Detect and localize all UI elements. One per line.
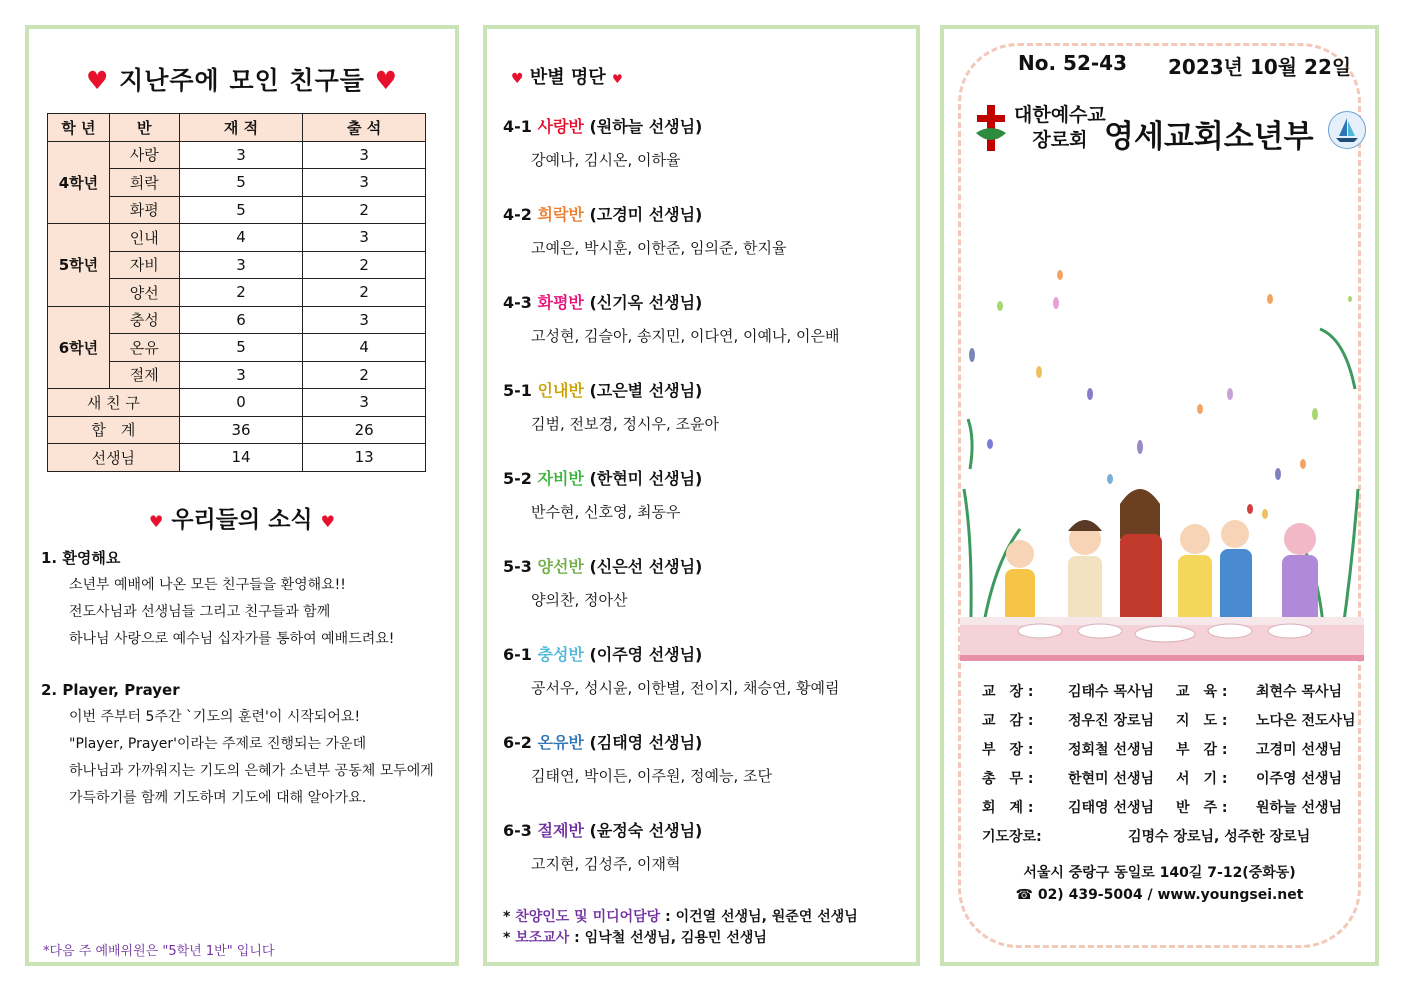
list-item <box>503 378 719 434</box>
phone-website: ☎ 02) 439-5004 / www.youngsei.net <box>1015 887 1304 903</box>
cross-icon <box>974 103 1008 153</box>
enrolled-cell: 6 <box>179 306 303 334</box>
class-heading <box>503 202 787 225</box>
list-item <box>503 202 787 258</box>
attended-cell: 3 <box>303 224 426 252</box>
class-teacher: (이주영 선생님) <box>589 645 703 664</box>
list-item <box>503 818 702 874</box>
class-heading <box>503 378 719 401</box>
new-friends-row <box>48 389 426 417</box>
list-item <box>503 466 702 522</box>
table-row <box>48 141 426 169</box>
list-item: * 찬양인도 및 미디어담당 : 이건열 선생님, 원준연 선생님 <box>503 909 858 925</box>
attended-cell: 3 <box>303 169 426 197</box>
enrolled-cell: 14 <box>179 444 303 472</box>
heart-icon: ♥ <box>511 71 524 87</box>
role-value: 이주영 선생님 <box>1256 771 1343 787</box>
address: 서울시 중랑구 동일로 140길 7-12(중화동) <box>1023 865 1296 881</box>
role-value: 김태영 선생님 <box>1068 800 1155 816</box>
grade-cell: 4학년 <box>48 141 110 224</box>
teachers-label: 선생님 <box>48 444 180 472</box>
news-line: 소년부 예배에 나온 모든 친구들을 환영해요!! <box>69 577 346 593</box>
news-line: 이번 주부터 5주간 `기도의 훈련'이 시작되어요! <box>69 709 361 725</box>
class-cell: 양선 <box>109 279 179 307</box>
total-label: 합 계 <box>48 416 180 444</box>
news-line: 가득하기를 함께 기도하며 기도에 대해 알아가요. <box>69 790 367 806</box>
news-line: 하나님과 가까워지는 기도의 은혜가 소년부 공동체 모두에게 <box>69 763 434 779</box>
heart-icon: ♥ <box>85 66 110 95</box>
church-name: 영세교회소년부 <box>1104 119 1314 155</box>
class-students: 반수현, 신호영, 최동우 <box>531 503 681 521</box>
news-line: "Player, Prayer'이라는 주제로 진행되는 가운데 <box>69 736 367 752</box>
class-students: 김태연, 박이든, 이주원, 정예능, 조단 <box>531 767 773 785</box>
attended-cell: 2 <box>303 251 426 279</box>
class-teacher: (신은선 선생님) <box>589 557 703 576</box>
grade-cell: 5학년 <box>48 224 110 307</box>
role-value: 정회철 선생님 <box>1068 742 1155 758</box>
class-code: 6-3 <box>503 821 532 840</box>
list-item <box>503 730 772 786</box>
class-teacher: (고경미 선생님) <box>589 205 703 224</box>
staff-label: 찬양인도 및 미디어담당 <box>515 909 661 925</box>
class-cell: 인내 <box>109 224 179 252</box>
class-list-title: 반별 명단 <box>529 67 606 88</box>
enrolled-cell: 2 <box>179 279 303 307</box>
list-item <box>503 114 702 170</box>
issue-date: 2023년 10월 22일 <box>1168 55 1352 79</box>
enrolled-cell: 36 <box>179 416 303 444</box>
cover-panel <box>940 25 1379 966</box>
class-name: 양선반 <box>537 557 584 576</box>
role-label: 교 장 : <box>982 684 1034 700</box>
class-students: 공서우, 성시윤, 이한별, 전이지, 채승연, 황예림 <box>531 679 840 697</box>
news-heading: 2. Player, Prayer <box>41 681 180 699</box>
class-teacher: (김태영 선생님) <box>589 733 703 752</box>
class-name: 희락반 <box>537 205 584 224</box>
denomination-line: 장로회 <box>1032 129 1088 151</box>
issue-number: No. 52-43 <box>1018 51 1128 75</box>
role-value: 정우진 장로님 <box>1068 713 1155 729</box>
class-code: 4-3 <box>503 293 532 312</box>
heart-icon: ♥ <box>611 72 623 86</box>
denomination-line: 대한예수교 <box>1014 104 1106 126</box>
class-cell: 충성 <box>109 306 179 334</box>
class-heading <box>503 114 702 137</box>
role-label: 지 도 : <box>1176 713 1228 729</box>
denomination <box>1014 103 1106 153</box>
class-heading <box>503 730 772 753</box>
header-attended: 출 석 <box>303 114 426 142</box>
heart-icon: ♥ <box>374 66 399 95</box>
staff-value: 이건열 선생님, 원준연 선생님 <box>675 909 858 925</box>
class-name: 충성반 <box>537 645 584 664</box>
attended-cell: 13 <box>303 444 426 472</box>
total-row <box>48 416 426 444</box>
attended-cell: 3 <box>303 141 426 169</box>
class-code: 4-2 <box>503 205 532 224</box>
class-code: 6-2 <box>503 733 532 752</box>
class-teacher: (원하늘 선생님) <box>589 117 703 136</box>
class-cell: 사랑 <box>109 141 179 169</box>
news-title: 우리들의 소식 <box>171 507 313 533</box>
enrolled-cell: 5 <box>179 169 303 197</box>
enrolled-cell: 5 <box>179 334 303 362</box>
class-cell: 온유 <box>109 334 179 362</box>
role-label: 반 주 : <box>1176 800 1228 816</box>
header-enrolled: 재 적 <box>179 114 303 142</box>
header-grade: 학 년 <box>48 114 110 142</box>
news-title-block <box>29 501 455 534</box>
class-students: 양의찬, 정아산 <box>531 591 628 609</box>
prayer-value: 김명수 장로님, 성주한 장로님 <box>1128 829 1311 845</box>
class-list-panel <box>483 25 920 966</box>
class-cell: 자비 <box>109 251 179 279</box>
church-logo-icon <box>1328 111 1366 149</box>
next-week-note: *다음 주 예배위원은 "5학년 1반" 입니다 <box>43 944 275 959</box>
class-students: 고지현, 김성주, 이재혁 <box>531 855 681 873</box>
class-teacher: (한현미 선생님) <box>589 469 703 488</box>
role-label: 교 육 : <box>1176 684 1228 700</box>
attended-cell: 2 <box>303 361 426 389</box>
contact-block <box>944 862 1375 906</box>
heart-icon: ♥ <box>320 512 336 531</box>
attended-cell: 2 <box>303 196 426 224</box>
class-code: 5-1 <box>503 381 532 400</box>
class-students: 고예은, 박시훈, 이한준, 임의준, 한지율 <box>531 239 787 257</box>
news-line: 하나님 사랑으로 예수님 십자가를 통하여 예배드려요! <box>69 631 395 647</box>
class-code: 6-1 <box>503 645 532 664</box>
class-teacher: (고은별 선생님) <box>589 381 703 400</box>
header-class: 반 <box>109 114 179 142</box>
staff-value: 임낙철 선생님, 김용민 선생님 <box>584 930 767 946</box>
role-label: 회 계 : <box>982 800 1034 816</box>
class-code: 5-2 <box>503 469 532 488</box>
role-label: 교 감 : <box>982 713 1034 729</box>
class-name: 사랑반 <box>537 117 584 136</box>
attended-cell: 26 <box>303 416 426 444</box>
attendance-title: 지난주에 모인 친구들 <box>119 66 365 95</box>
role-value: 노다은 전도사님 <box>1256 713 1356 729</box>
role-label: 부 감 : <box>1176 742 1228 758</box>
attended-cell: 3 <box>303 306 426 334</box>
list-item <box>503 642 840 698</box>
staff-label: 보조교사 <box>515 930 570 946</box>
teachers-row <box>48 444 426 472</box>
class-students: 강예나, 김시온, 이하율 <box>531 151 681 169</box>
list-item: * 보조교사 : 임낙철 선생님, 김용민 선생님 <box>503 930 767 946</box>
enrolled-cell: 3 <box>179 251 303 279</box>
class-cell: 희락 <box>109 169 179 197</box>
news-heading: 1. 환영해요 <box>41 549 121 567</box>
class-heading <box>503 818 702 841</box>
grade-cell: 6학년 <box>48 306 110 389</box>
class-name: 절제반 <box>537 821 584 840</box>
role-value: 최현수 목사님 <box>1256 684 1343 700</box>
news-list <box>41 545 434 812</box>
table-row <box>48 306 426 334</box>
class-heading <box>503 466 702 489</box>
list-item <box>503 554 702 610</box>
role-value: 고경미 선생님 <box>1256 742 1343 758</box>
class-name: 화평반 <box>537 293 584 312</box>
class-name: 온유반 <box>537 733 584 752</box>
table-row <box>48 224 426 252</box>
enrolled-cell: 3 <box>179 141 303 169</box>
class-code: 5-3 <box>503 557 532 576</box>
table-header-row <box>48 114 426 142</box>
class-heading <box>503 554 702 577</box>
class-list-title-block <box>511 63 623 89</box>
attendance-title-block <box>29 61 455 97</box>
prayer-label: 기도장로: <box>982 829 1042 845</box>
list-item <box>503 290 840 346</box>
attendance-panel <box>25 25 459 966</box>
class-students: 고성현, 김슬아, 송지민, 이다연, 이예나, 이은배 <box>531 327 840 345</box>
class-cell: 절제 <box>109 361 179 389</box>
class-name: 자비반 <box>537 469 584 488</box>
attended-cell: 2 <box>303 279 426 307</box>
attended-cell: 3 <box>303 389 426 417</box>
jesus-children-illustration <box>960 269 1364 661</box>
class-teacher: (윤정숙 선생님) <box>589 821 703 840</box>
class-name: 인내반 <box>537 381 584 400</box>
class-students: 김범, 전보경, 정시우, 조윤아 <box>531 415 719 433</box>
class-heading <box>503 642 840 665</box>
attended-cell: 4 <box>303 334 426 362</box>
role-label: 부 장 : <box>982 742 1034 758</box>
role-label: 총 무 : <box>982 771 1034 787</box>
role-label: 서 기 : <box>1176 771 1228 787</box>
class-cell: 화평 <box>109 196 179 224</box>
staff-list <box>503 907 858 949</box>
role-value: 한현미 선생님 <box>1068 771 1155 787</box>
role-value: 원하늘 선생님 <box>1256 800 1343 816</box>
class-teacher: (신기옥 선생님) <box>589 293 703 312</box>
class-code: 4-1 <box>503 117 532 136</box>
attendance-table <box>47 113 426 472</box>
heart-icon: ♥ <box>148 512 164 531</box>
class-heading <box>503 290 840 313</box>
new-friends-label: 새 친 구 <box>48 389 180 417</box>
role-value: 김태수 목사님 <box>1068 684 1155 700</box>
news-line: 전도사님과 선생님들 그리고 친구들과 함께 <box>69 604 331 620</box>
enrolled-cell: 0 <box>179 389 303 417</box>
enrolled-cell: 3 <box>179 361 303 389</box>
enrolled-cell: 5 <box>179 196 303 224</box>
enrolled-cell: 4 <box>179 224 303 252</box>
